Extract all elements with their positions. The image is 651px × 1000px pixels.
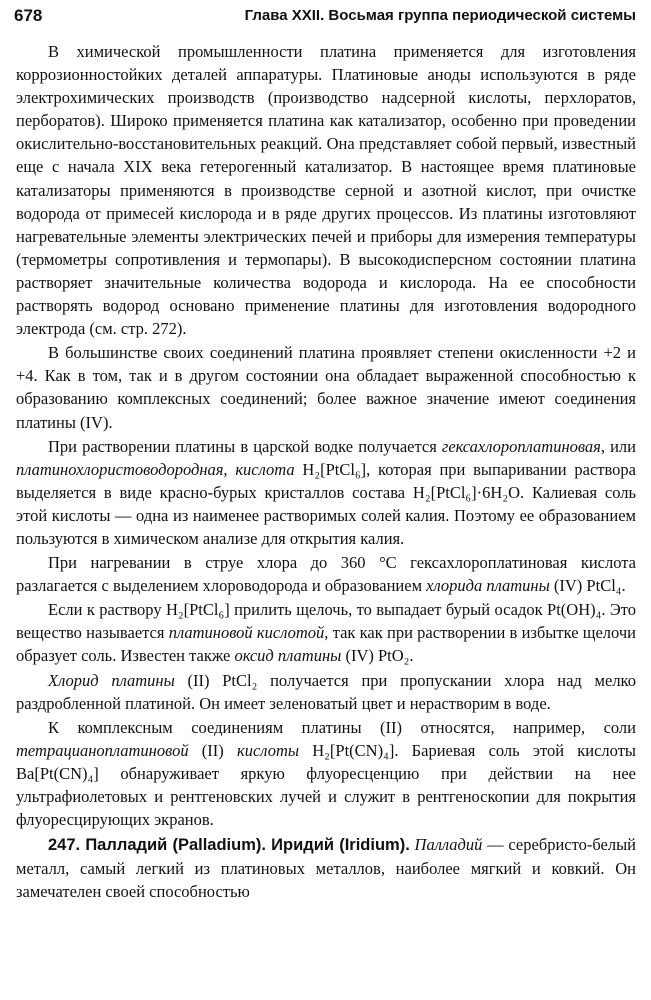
italic-term: гексахлороплатиновая <box>441 436 601 456</box>
paragraph-hexachloroplatinic-acid <box>16 435 636 550</box>
text-span: При растворении платины в царской водке получается <box>48 436 442 456</box>
text-span: К комплексным соединениям платины (II) относятся, например, соли <box>48 717 636 737</box>
running-title: Глава XXII. Восьмая группа периодической системы <box>244 7 636 24</box>
paragraph-platinic-acid <box>16 598 636 667</box>
text-span: (IV) PtO₂. <box>341 646 414 666</box>
paragraph-complex-compounds <box>16 716 636 831</box>
italic-term: хлорида платины <box>426 576 550 596</box>
italic-term: Хлорид платины <box>48 670 175 690</box>
text-span: (IV) PtCl₄. <box>549 576 626 596</box>
paragraph-platinum-chloride-ii <box>16 669 636 715</box>
italic-term: платиновой кислотой, <box>168 623 329 643</box>
text-span: (II) PtCl₂ получается при пропускании хлора над мелко раздробленной платиной. Он имеет зеленоватый цвет и нерастворим в воде. <box>16 670 636 713</box>
body-text <box>16 40 636 903</box>
text-span: H₂[Pt(CN)₄]. Бариевая соль этой кислоты Ba[Pt(CN)₄] обнаруживает яркую флуоресценцию при действии на нее ультрафиолетовых и рентгеновских лучей и служит в рентгеноскопии для покрытия флуоресцирующих экранов. <box>16 740 636 830</box>
page-header <box>14 6 636 30</box>
text-span: так как при растворении в избытке щелочи образует соль. Известен также <box>16 623 636 666</box>
text-span: — серебристо-белый металл, самый легкий из платиновых металлов, наиболее мягкий и ковкий. Он замечателен своей способностью <box>16 835 637 902</box>
page-number: 678 <box>14 6 43 25</box>
section-palladium-iridium <box>16 833 636 903</box>
italic-term: оксид платины <box>234 646 342 666</box>
italic-term: тетрацианоплатиновой <box>16 740 189 760</box>
text-span: При нагревании в струе хлора до 360 °C гексахлороплатиновая кислота разлагается с выделением хлороводорода и образованием <box>16 553 636 596</box>
paragraph-oxidation-states: В большинстве своих соединений платина проявляет степени окисленности +2 и +4. Как в том, так и в другом состоянии она обладает выраженной способностью к образованию комплексных соединений; более важное значение имеют соединения платины (IV). <box>16 343 636 432</box>
italic-term: Палладий <box>414 835 483 855</box>
text-span: (II) <box>188 740 237 760</box>
text-span: , или <box>600 436 636 456</box>
section-title: 247. Палладий (Palladium). Иридий (Iridium). <box>48 836 410 855</box>
italic-term: платинохлористоводородная, кислота <box>16 459 295 479</box>
paragraph-platinum-uses: В химической промышленности платина применяется для изготовления коррозионностойких деталей аппаратуры. Платиновые аноды используются в ряде электрохимических производств (производство надсерной кислоты, перхлоратов, перборатов). Широко применяется платина как катализатор, особенно при проведении окислительно-восстановительных реакций. Она представляет собой первый, известный еще с начала XIX века гетерогенный катализатор. В настоящее время платиновые катализаторы применяются в производстве серной и азотной кислот, при очистке водорода от примесей кислорода и в ряде других процессов. Из платины изготовляют нагревательные элементы электрических печей и приборы для измерения температуры (термометры сопротивления и термопары). В высокодисперсном состоянии платина растворяет значительные количества водорода и кислорода. На ее способности растворять водород основано применение платины для изготовления водородного электрода (см. стр. 272). <box>16 42 636 339</box>
italic-term: кислоты <box>237 740 300 760</box>
text-span: H₂[PtCl₆], которая при выпаривании раствора выделяется в виде красно-бурых кристаллов состава H₂[PtCl₆]·6H₂O. Калиевая соль этой кислоты — одна из наименее растворимых солей калия. Поэтому ее образованием пользуются в химическом анализе для открытия калия. <box>16 459 636 548</box>
text-span: Если к раствору H₂[PtCl₆] прилить щелочь, то выпадает бурый осадок Pt(OH)₄. Это вещество называется <box>16 600 636 643</box>
paragraph-platinum-chloride-iv <box>16 551 636 597</box>
